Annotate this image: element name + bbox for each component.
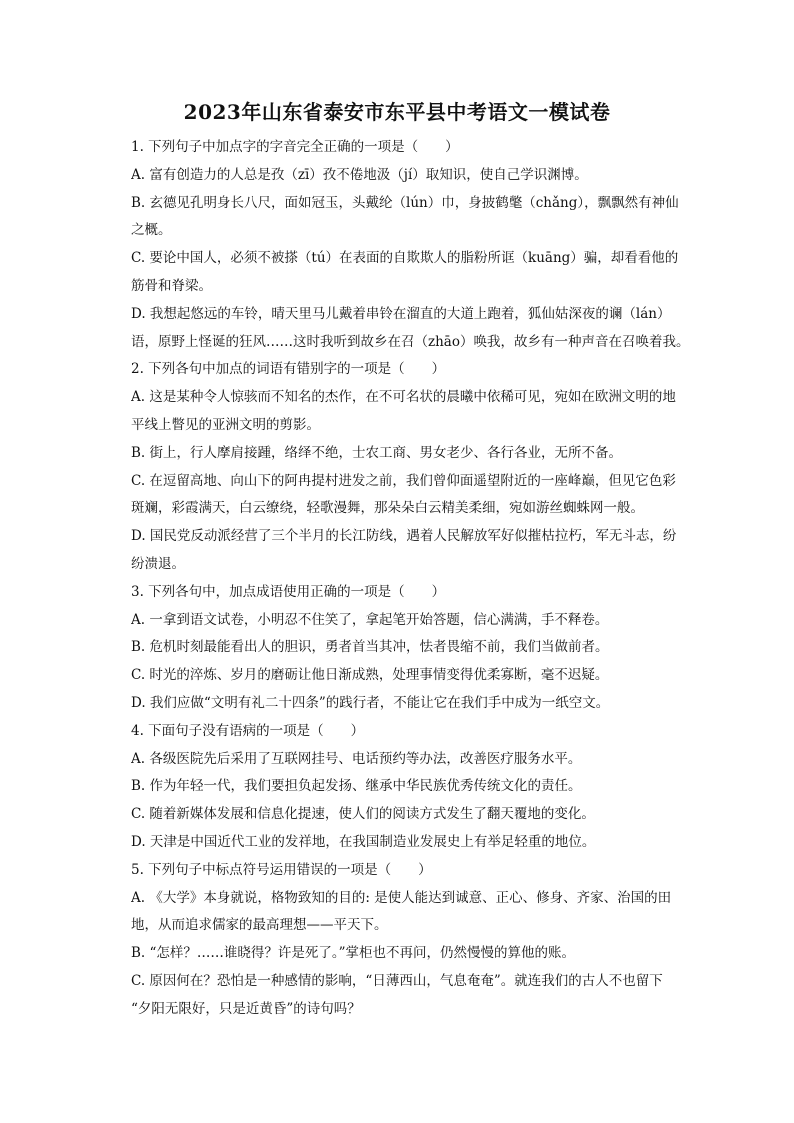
- option-line: A. 一拿到语文试卷，小明忍不住笑了，拿起笔开始答题，信心满满，手不释卷。: [131, 611, 609, 628]
- option-line: 斑斓，彩霞满天，白云缭绕，轻歌漫舞，那朵朵白云精美柔细，宛如游丝蜘蛛网一般。: [131, 500, 644, 517]
- option-line: B. 街上，行人摩肩接踵，络绎不绝，士农工商、男女老少、各行各业，无所不备。: [131, 444, 623, 461]
- option-line: D. 我们应做“文明有礼二十四条”的践行者，不能让它在我们手中成为一纸空文。: [131, 694, 610, 711]
- option-line: C. 原因何在？恐怕是一种感情的影响，“日薄西山，气息奄奄”。就连我们的古人不也留下: [131, 972, 663, 989]
- option-line: 纷溃退。: [131, 555, 185, 572]
- option-line: D. 天津是中国近代工业的发祥地，在我国制造业发展史上有举足轻重的地位。: [131, 833, 596, 850]
- option-line: 地，从而追求儒家的最高理想——平天下。: [131, 917, 388, 934]
- option-line: 之概。: [131, 222, 172, 239]
- option-line: 平线上瞥见的亚洲文明的剪影。: [131, 416, 320, 433]
- option-line: A. 富有创造力的人总是孜（zī）孜不倦地汲（jí）取知识，使自己学识渊博。: [131, 166, 588, 183]
- option-line: B. “怎样？……谁晓得？许是死了。”掌柜也不再问，仍然慢慢的算他的账。: [131, 945, 576, 962]
- question-3-stem: 3. 下列各句中，加点成语使用正确的一项是（ ）: [131, 583, 446, 600]
- page-title: 2023年山东省泰安市东平县中考语文一模试卷: [183, 100, 611, 124]
- option-line: C. 时光的淬炼、岁月的磨砺让他日渐成熟，处理事情变得优柔寡断，毫不迟疑。: [131, 667, 609, 684]
- option-line: C. 随着新媒体发展和信息化提速，使人们的阅读方式发生了翻天覆地的变化。: [131, 806, 595, 823]
- question-2-stem: 2. 下列各句中加点的词语有错别字的一项是（ ）: [131, 361, 446, 378]
- option-line: D. 我想起悠远的车铃，晴天里马儿戴着串铃在溜直的大道上跑着，狐仙姑深夜的谰（lán）: [131, 305, 671, 322]
- option-line: A. 各级医院先后采用了互联网挂号、电话预约等办法，改善医疗服务水平。: [131, 750, 582, 767]
- question-1-stem: 1. 下列句子中加点字的字音完全正确的一项是（ ）: [131, 139, 459, 155]
- option-line: 语，原野上怪诞的狂风……这时我听到故乡在召（zhāo）唤我，故乡有一种声音在召唤着我。: [131, 333, 690, 350]
- option-line: B. 作为年轻一代，我们要担负起发扬、继承中华民族优秀传统文化的责任。: [131, 778, 582, 795]
- option-line: B. 危机时刻最能看出人的胆识，勇者首当其冲，怯者畏缩不前，我们当做前者。: [131, 639, 609, 656]
- option-line: A. 这是某种令人惊骇而不知名的杰作，在不可名状的晨曦中依稀可见，宛如在欧洲文明的地: [131, 389, 676, 406]
- option-line: “夕阳无限好，只是近黄昏”的诗句吗？: [131, 1000, 361, 1017]
- option-line: 筋骨和脊梁。: [131, 277, 212, 294]
- question-4-stem: 4. 下面句子没有语病的一项是（ ）: [131, 722, 365, 739]
- option-line: B. 玄德见孔明身长八尺，面如冠玉，头戴纶（lún）巾，身披鹤氅（chǎng），飘飘然有神仙: [131, 194, 679, 211]
- option-line: D. 国民党反动派经营了三个半月的长江防线，遇着人民解放军好似摧枯拉朽，军无斗志，纷: [131, 528, 677, 545]
- exam-content: [131, 134, 691, 1024]
- question-5-stem: 5. 下列句子中标点符号运用错误的一项是（ ）: [131, 861, 432, 878]
- option-line: A. 《大学》本身就说，格物致知的目的: 是使人能达到诚意、正心、修身、齐家、治国的田: [131, 889, 672, 906]
- option-line: C. 在逗留高地、向山下的阿冉提村进发之前，我们曾仰面遥望附近的一座峰巅，但见它色彩: [131, 472, 676, 489]
- option-line: C. 要论中国人，必须不被搽（tú）在表面的自欺欺人的脂粉所诓（kuāng）骗，却看看他的: [131, 250, 679, 267]
